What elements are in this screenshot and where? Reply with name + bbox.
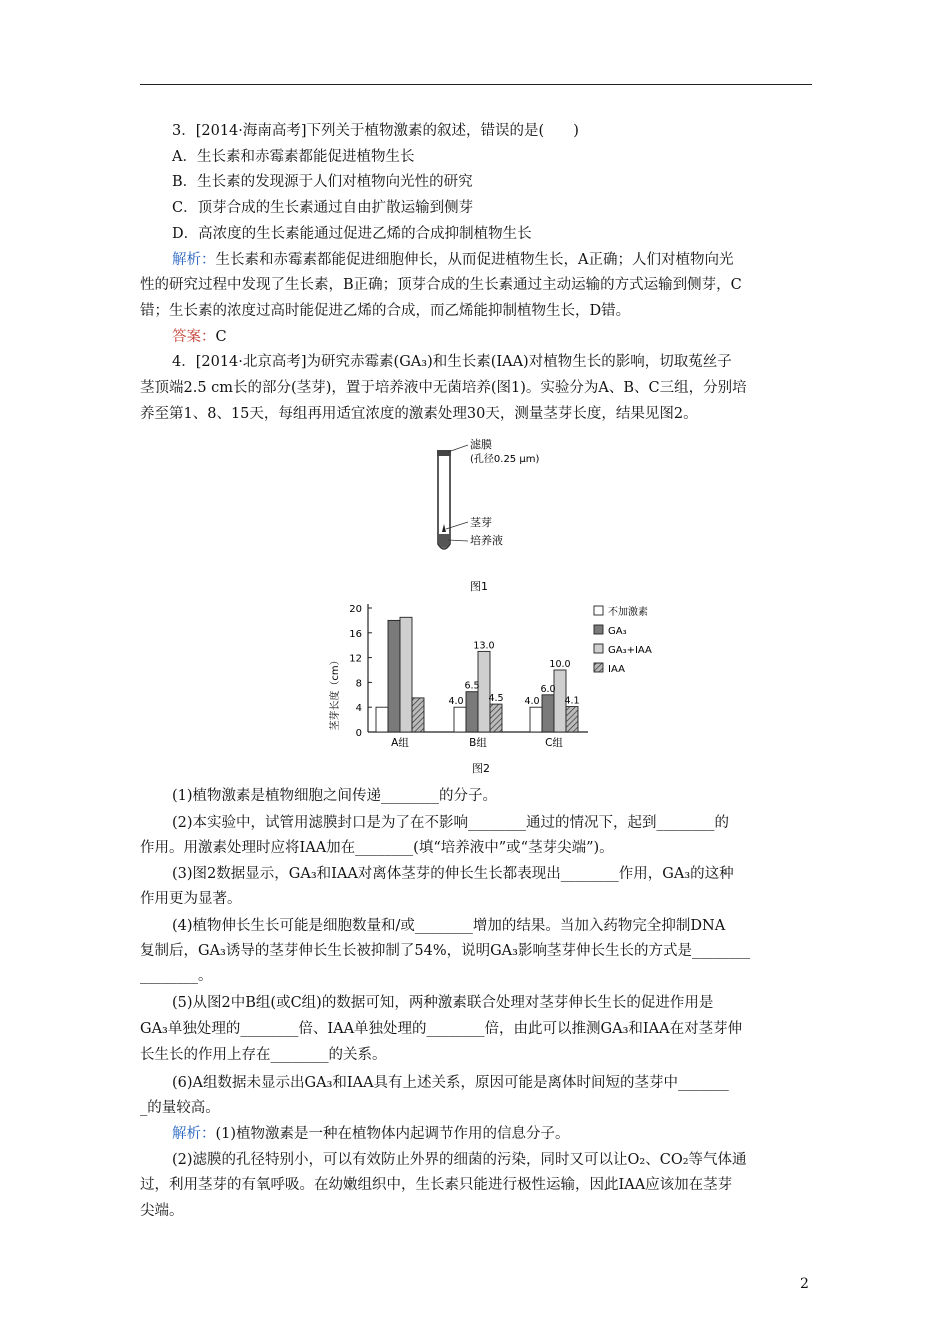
label-pore: (孔径0.25 μm)	[470, 454, 540, 465]
line-text: D．高浓度的生长素能通过促进乙烯的合成抑制植物生长	[172, 225, 532, 242]
figure-2-caption: 图2	[472, 762, 490, 775]
label-membrane: 滤膜	[470, 438, 492, 451]
text-line	[172, 250, 733, 270]
text-line	[172, 327, 227, 347]
line-label: 解析：	[172, 1126, 216, 1142]
data-label: 4.1	[564, 695, 580, 707]
line-text: (4)植物伸长生长可能是细胞数量和/或________增加的结果。当加入药物完全抑制DNA	[172, 918, 726, 934]
bar	[478, 651, 490, 732]
label-medium: 培养液	[470, 534, 503, 547]
y-tick-label: 4	[355, 703, 362, 715]
data-label: 10.0	[549, 659, 571, 670]
x-tick-label: C组	[545, 737, 563, 749]
line-label: 答案：	[172, 328, 216, 345]
bar	[566, 707, 578, 732]
legend-swatch	[594, 625, 603, 634]
bar	[466, 692, 478, 732]
data-label: 4.0	[448, 696, 464, 708]
line-text: 作用。用激素处理时应将IAA加在________(填“培养液中”或“茎芽尖端”)。	[140, 840, 614, 856]
line-text: (1)植物激素是一种在植物体内起调节作用的信息分子。	[215, 1126, 570, 1142]
legend-swatch	[594, 606, 603, 615]
bar	[454, 707, 466, 732]
x-tick-label: B组	[469, 737, 487, 749]
legend-label: IAA	[608, 664, 625, 675]
text-line	[140, 1175, 732, 1195]
line-text: C	[215, 328, 227, 345]
text-line	[172, 352, 732, 372]
legend-swatch	[594, 663, 603, 672]
test-tube-icon	[437, 445, 468, 549]
text-line	[172, 198, 473, 218]
bar	[530, 707, 542, 732]
line-text: _的量较高。	[140, 1100, 220, 1116]
bar	[376, 707, 388, 732]
line-text: 3．[2014·海南高考]下列关于植物激素的叙述，错误的是( )	[172, 123, 579, 139]
text-line	[140, 378, 747, 398]
bar	[490, 704, 502, 732]
line-text: (5)从图2中B组(或C组)的数据可知，两种激素联合处理对茎芽伸长生长的促进作用是	[172, 995, 714, 1011]
line-text: C．顶芽合成的生长素通过自由扩散运输到侧芽	[172, 200, 474, 217]
line-text: 性的研究过程中发现了生长素，B正确；顶芽合成的生长素通过主动运输的方式运输到侧芽，C	[140, 277, 742, 294]
line-text: GA₃单独处理的________倍、IAA单独处理的________倍，由此可以推测GA₃和IAA在对茎芽伸	[140, 1021, 743, 1037]
line-text: 长生长的作用上存在________的关系。	[140, 1047, 387, 1063]
line-text: 过，利用茎芽的有氧呼吸。在幼嫩组织中，生长素只能进行极性运输，因此IAA应该加在茎芽	[140, 1177, 733, 1193]
line-text: B．生长素的发现源于人们对植物向光性的研究	[172, 174, 473, 191]
line-text: (2)滤膜的孔径特别小，可以有效防止外界的细菌的污染，同时又可以让O₂、CO₂等气体通	[172, 1152, 747, 1168]
text-line	[172, 147, 414, 167]
line-text: 复制后，GA₃诱导的茎芽伸长生长被抑制了54%，说明GA₃影响茎芽伸长生长的方式是________	[140, 943, 750, 959]
text-line	[172, 916, 725, 936]
text-line	[140, 1201, 184, 1221]
text-line	[172, 813, 729, 833]
line-text: 尖端。	[140, 1203, 184, 1219]
line-text: 作用更为显著。	[140, 891, 242, 907]
line-text: 生长素和赤霉素都能促进细胞伸长，从而促进植物生长，A正确；人们对植物向光	[215, 251, 734, 268]
line-text: 养至第1、8、15天，每组再用适宜浓度的激素处理30天，测量茎芽长度，结果见图2。	[140, 405, 698, 422]
bar	[388, 620, 400, 732]
text-line	[140, 1019, 742, 1039]
line-text: (1)植物激素是植物细胞之间传递________的分子。	[172, 788, 498, 804]
text-line	[172, 993, 713, 1013]
text-line	[140, 301, 630, 321]
text-line	[140, 1098, 220, 1118]
y-tick-label: 20	[349, 604, 362, 615]
line-text: 4．[2014·北京高考]为研究赤霉素(GA₃)和生长素(IAA)对植物生长的影响，切取菟丝子	[172, 354, 732, 371]
y-tick-label: 0	[355, 728, 362, 739]
text-line	[172, 864, 734, 884]
figure-1-caption: 图1	[470, 580, 488, 593]
line-text: A．生长素和赤霉素都能促进植物生长	[172, 148, 415, 165]
data-label: 4.0	[524, 696, 540, 708]
legend-label: GA₃	[608, 626, 627, 637]
text-line	[140, 1045, 387, 1065]
text-line	[140, 941, 750, 961]
bar	[412, 698, 424, 732]
y-tick-label: 16	[349, 628, 362, 640]
text-line	[140, 966, 213, 986]
figure-1	[420, 436, 580, 596]
header-rule	[140, 84, 812, 85]
bar	[542, 695, 554, 732]
y-tick-label: 8	[355, 678, 362, 690]
line-text: ________。	[140, 968, 213, 984]
line-text: 错；生长素的浓度过高时能促进乙烯的合成，而乙烯能抑制植物生长，D错。	[140, 302, 631, 319]
text-line	[140, 889, 242, 909]
text-line	[140, 275, 742, 295]
line-text: 茎顶端2.5 cm长的部分(茎芽)，置于培养液中无菌培养(图1)。实验分为A、B、C三组，分别培	[140, 380, 747, 396]
data-label: 4.5	[488, 693, 504, 705]
line-text: (6)A组数据未显示出GA₃和IAA具有上述关系，原因可能是离体时间短的茎芽中_______	[172, 1075, 729, 1091]
y-tick-label: 12	[349, 653, 362, 665]
bar	[400, 617, 412, 732]
data-label: 13.0	[473, 640, 495, 652]
y-axis-label: 茎芽长度（cm）	[330, 655, 341, 731]
text-line	[172, 224, 532, 244]
text-line	[172, 1073, 729, 1093]
legend-swatch	[594, 644, 603, 653]
line-text: (2)本实验中，试管用滤膜封口是为了在不影响________通过的情况下，起到________的	[172, 815, 730, 831]
text-line	[140, 838, 614, 858]
label-bud: 茎芽	[470, 516, 492, 529]
line-label: 解析：	[172, 251, 216, 268]
x-tick-label: A组	[391, 737, 409, 749]
text-line	[172, 1124, 570, 1144]
text-line	[172, 172, 473, 192]
data-label: 6.5	[464, 680, 480, 692]
text-line	[172, 786, 497, 806]
text-line	[172, 1150, 747, 1170]
text-line	[140, 404, 698, 424]
figure-2-chart	[316, 598, 676, 778]
legend-label: GA₃+IAA	[608, 645, 652, 656]
text-line	[172, 121, 579, 141]
data-label: 6.0	[540, 683, 556, 695]
line-text: (3)图2数据显示，GA₃和IAA对离体茎芽的伸长生长都表现出________作用，GA₃的这种	[172, 866, 734, 882]
legend-label: 不加激素	[608, 607, 648, 618]
page-number: 2	[800, 1276, 809, 1292]
